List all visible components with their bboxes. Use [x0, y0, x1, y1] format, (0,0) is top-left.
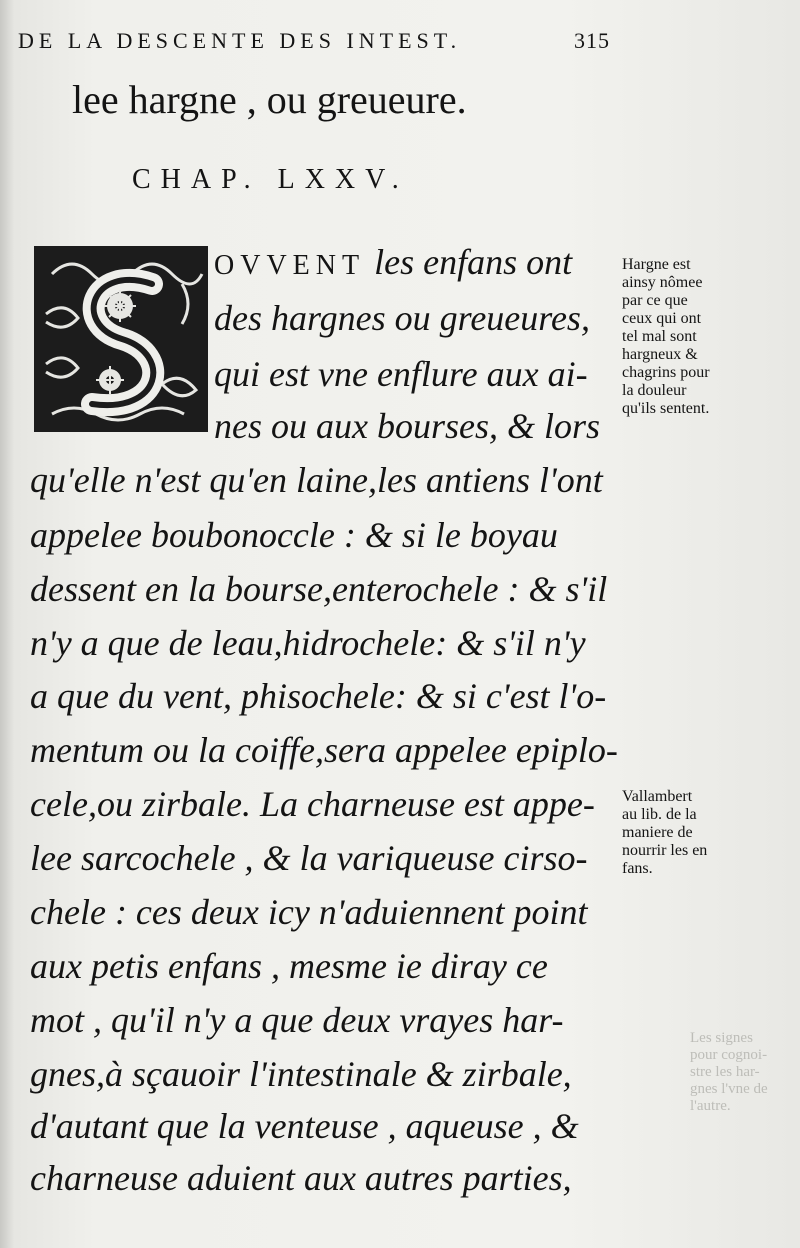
italic-text: les enfans ont — [374, 242, 573, 282]
text-line-17: d'autant que la venteuse , aqueuse , & — [30, 1106, 579, 1146]
margin-note-line: qu'ils sentent. — [622, 400, 710, 417]
text-line-1 — [214, 244, 572, 280]
margin-note-vallambert — [622, 788, 707, 878]
text-line-5: qu'elle n'est qu'en laine,les antiens l'ont — [30, 460, 603, 500]
ornamental-initial-s-icon — [32, 244, 210, 434]
page-number: 315 — [574, 28, 610, 53]
margin-note-line: maniere de — [622, 824, 693, 841]
text-line-7: dessent en la bourse,enterochele : & s'il — [30, 569, 608, 609]
margin-note-line: la douleur — [622, 382, 687, 399]
running-title: DE LA DESCENTE DES INTEST. — [18, 28, 462, 53]
margin-note-hargne — [622, 256, 710, 418]
margin-note-line: nourrir les en — [622, 842, 708, 859]
text-line-6: appelee boubonoccle : & si le boyau — [30, 515, 558, 555]
margin-note-line: ainsy nômee — [622, 274, 703, 291]
show-through-note — [690, 1030, 768, 1115]
margin-note-line: hargneux & — [622, 346, 698, 363]
show-through-line: stre les har- — [690, 1064, 760, 1080]
text-line-2: des hargnes ou greueures, — [214, 298, 590, 338]
carryover-line: lee hargne , ou greueure. — [72, 77, 467, 122]
margin-note-line: chagrins pour — [622, 364, 710, 381]
show-through-line: gnes l'vne de — [690, 1081, 768, 1097]
text-line-11: cele,ou zirbale. La charneuse est appe- — [30, 784, 595, 824]
margin-note-line: fans. — [622, 860, 653, 877]
text-line-4: nes ou aux bourses, & lors — [214, 406, 600, 446]
chapter-heading: CHAP. LXXV. — [132, 164, 409, 195]
text-line-16: gnes,à sçauoir l'intestinale & zirbale, — [30, 1054, 572, 1094]
text-line-12: lee sarcochele , & la variqueuse cirso- — [30, 838, 588, 878]
margin-note-line: au lib. de la — [622, 806, 697, 823]
text-line-18: charneuse aduient aux autres parties, — [30, 1158, 572, 1198]
text-line-13: chele : ces deux icy n'aduiennent point — [30, 892, 588, 932]
show-through-line: pour cognoi- — [690, 1047, 768, 1063]
margin-note-line: par ce que — [622, 292, 688, 309]
text-line-3: qui est vne enflure aux ai- — [214, 354, 588, 394]
text-line-8: n'y a que de leau,hidrochele: & s'il n'y — [30, 623, 586, 663]
text-line-9: a que du vent, phisochele: & si c'est l'o- — [30, 676, 607, 716]
margin-note-line: tel mal sont — [622, 328, 697, 345]
gutter-shadow — [0, 0, 14, 1248]
smallcaps-opening: OVVENT — [214, 250, 366, 281]
text-line-14: aux petis enfans , mesme ie diray ce — [30, 946, 548, 986]
text-line-15: mot , qu'il n'y a que deux vrayes har- — [30, 1000, 564, 1040]
drop-cap-graphic — [32, 244, 210, 434]
margin-note-line: Vallambert — [622, 788, 693, 805]
margin-note-line: ceux qui ont — [622, 310, 702, 327]
show-through-line: l'autre. — [690, 1098, 731, 1114]
show-through-line: Les signes — [690, 1030, 753, 1046]
margin-note-line: Hargne est — [622, 256, 691, 273]
text-line-10: mentum ou la coiffe,sera appelee epiplo- — [30, 730, 618, 770]
